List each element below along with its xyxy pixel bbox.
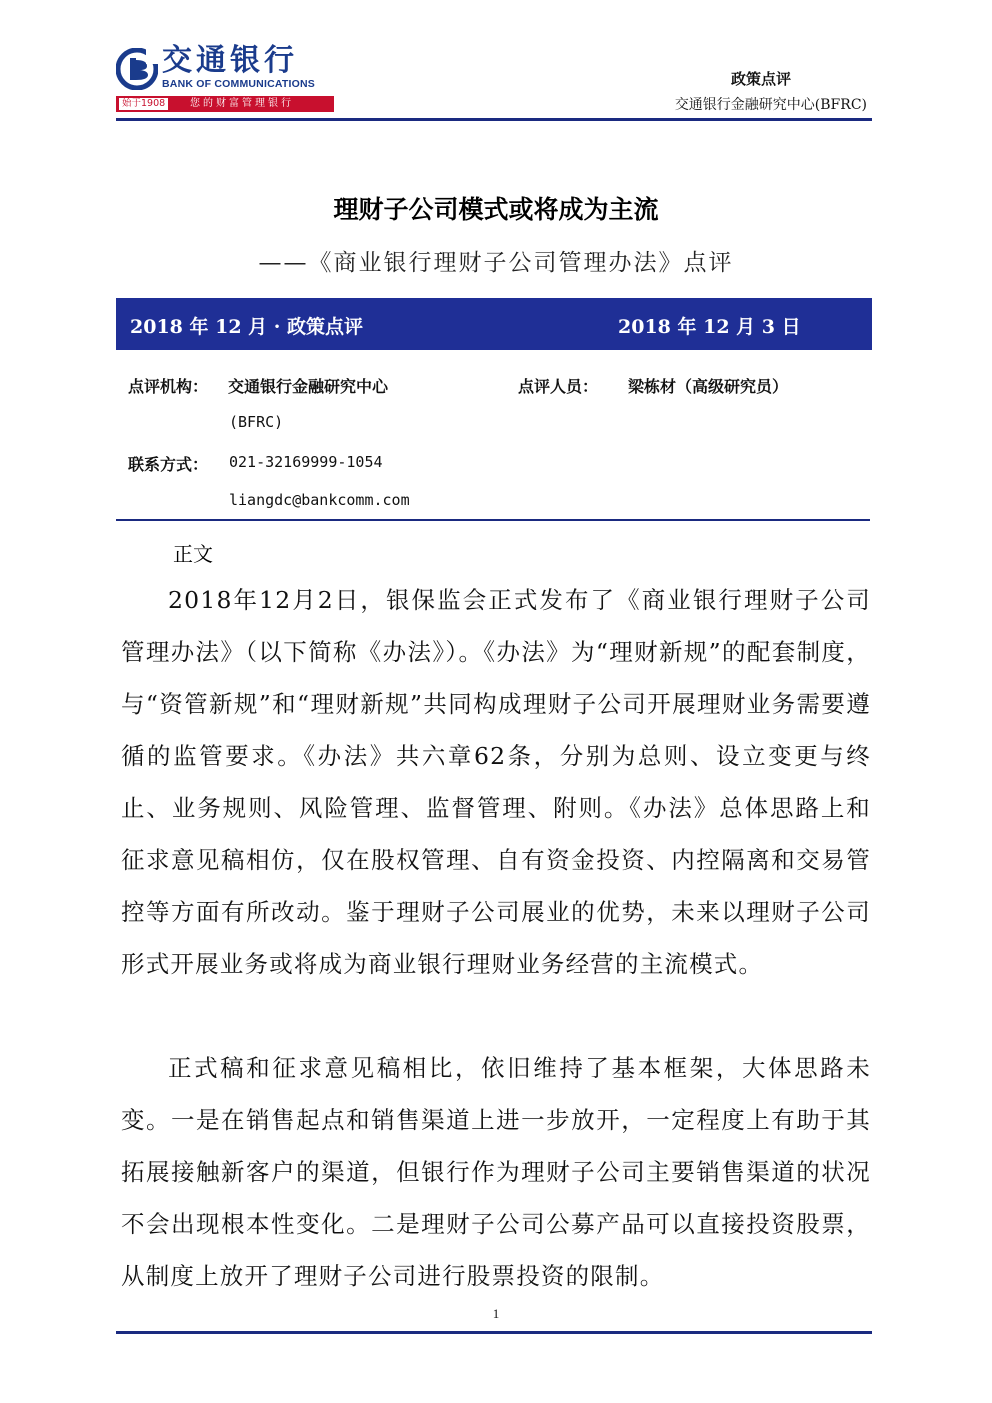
bank-logo [116,44,338,116]
logo-name-cn: 交通银行 [162,43,298,78]
contact-label: 联系方式： [128,455,209,474]
document-title: 理财子公司模式或将成为主流 [333,195,659,224]
band-date-label: 2018 年 12 月 3 日 [618,316,801,338]
reviewer-org-abbr: (BFRC) [229,413,284,431]
logo-name-en: BANK OF COMMUNICATIONS [162,78,315,90]
body-paragraph: 正式稿和征求意见稿相比，依旧维持了基本框架，大体思路未变。一是在销售起点和销售渠道上进一步放开，一定程度上有助于其拓展接触新客户的渠道，但银行作为理财子公司主要销售渠道的状况不会出现根本性变化。二是理财子公司公募产品可以直接投资股票，从制度上放开了理财子公司进行股票投资的限制。 [121,1054,871,1290]
reviewer-value: 梁栋材（高级研究员） [628,377,789,396]
contact-phone: 021-32169999-1054 [229,453,383,471]
logo-slogan: 您的财富管理银行 [190,98,294,109]
band-issue-label: 2018 年 12 月 · 政策点评 [130,316,364,338]
footer-divider [116,1331,872,1334]
document-subtitle: ——《商业银行理财子公司管理办法》点评 [258,250,734,276]
section-heading: 正文 [173,542,213,566]
header-divider [116,118,872,121]
bank-emblem-icon [116,48,158,90]
logo-since-label: 始于1908 [119,98,168,110]
header-org-label: 交通银行金融研究中心(BFRC) [674,97,867,113]
meta-divider [116,519,870,521]
reviewer-label: 点评人员： [518,377,599,396]
page-number: 1 [492,1306,500,1321]
info-band [116,298,872,350]
reviewer-org-label: 点评机构： [128,377,209,396]
reviewer-org-value: 交通银行金融研究中心 [228,377,389,396]
logo-slogan-bar [116,96,334,112]
contact-email: liangdc@bankcomm.com [229,491,410,509]
body-paragraph: 2018年12月2日，银保监会正式发布了《商业银行理财子公司管理办法》（以下简称《办法》）。《办法》为“理财新规”的配套制度，与“资管新规”和“理财新规”共同构成理财子公司开展理财业务需要遵循的监管要求。《办法》共六章62条，分别为总则、设立变更与终止、业务规则、风险管理、监督管理、附则。《办法》总体思路上和征求意见稿相仿，仅在股权管理、自有资金投资、内控隔离和交易管控等方面有所改动。鉴于理财子公司展业的优势，未来以理财子公司形式开展业务或将成为商业银行理财业务经营的主流模式。 [121,586,871,978]
doc-type-label: 政策点评 [730,70,791,88]
